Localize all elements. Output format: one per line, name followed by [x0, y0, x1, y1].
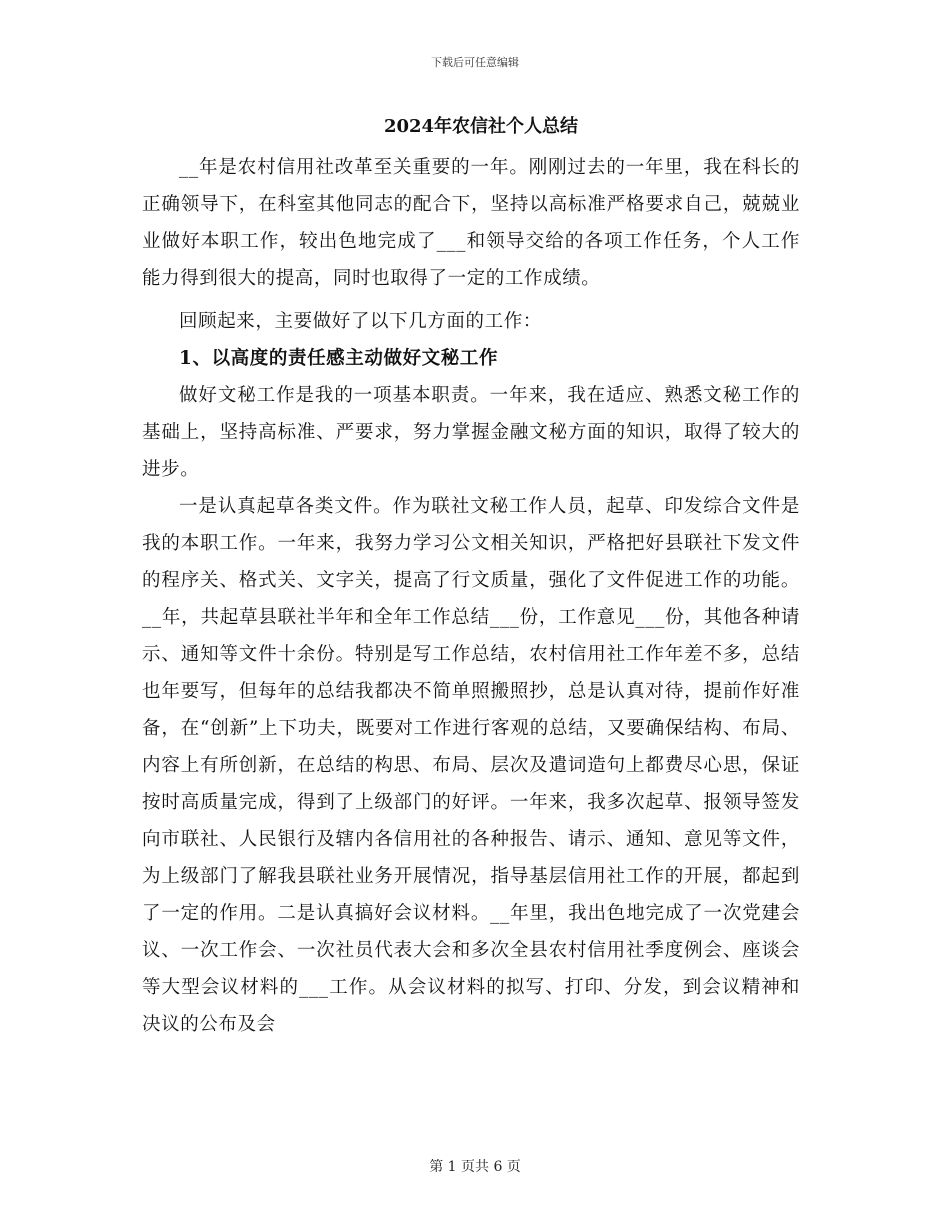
page-footer: 第 1 页共 6 页: [429, 1159, 521, 1175]
document-title: 2024年农信社个人总结: [383, 116, 579, 137]
section-heading: 1、以高度的责任感主动做好文秘工作: [179, 348, 499, 369]
header-note: 下载后可任意编辑: [431, 56, 519, 69]
intro-paragraph: __年是农村信用社改革至关重要的一年。刚刚过去的一年里，我在科长的正确领导下，在科室其他同志的配合下，坚持以高标准严格要求自己，兢兢业业做好本职工作，较出色地完成了___和领导交给的各项工作任务，个人工作能力得到很大的提高，同时也取得了一定的工作成绩。: [142, 157, 800, 289]
section-paragraph-drafting: 一是认真起草各类文件。作为联社文秘工作人员，起草、印发综合文件是我的本职工作。一年来，我努力学习公文相关知识，严格把好县联社下发文件的程序关、格式关、文字关，提高了行文质量，强化了文件促进工作的功能。__年，共起草县联社半年和全年工作总结___份，工作意见___份，其他各种请示、通知等文件十余份。特别是写工作总结，农村信用社工作年差不多，总结也年要写，但每年的总结我都决不简单照搬照抄，总是认真对待，提前作好准备，在“创新”上下功夫，既要对工作进行客观的总结，又要确保结构、布局、内容上有所创新，在总结的构思、布局、层次及遣词造句上都费尽心思，保证按时高质量完成，得到了上级部门的好评。一年来，我多次起草、报领导签发向市联社、人民银行及辖内各信用社的各种报告、请示、通知、意见等文件，为上级部门了解我县联社业务开展情况，指导基层信用社工作的开展，都起到了一定的作用。二是认真搞好会议材料。__年里，我出色地完成了一次党建会议、一次工作会、一次社员代表大会和多次全县农村信用社季度例会、座谈会等大型会议材料的___工作。从会议材料的拟写、打印、分发，到会议精神和决议的公布及会: [142, 496, 800, 1035]
document-body: [142, 113, 800, 1043]
review-paragraph: 回顾起来，主要做好了以下几方面的工作：: [179, 311, 542, 332]
section-paragraph-duty: 做好文秘工作是我的一项基本职责。一年来，我在适应、熟悉文秘工作的基础上，坚持高标准、严要求，努力掌握金融文秘方面的知识，取得了较大的进步。: [142, 385, 800, 480]
